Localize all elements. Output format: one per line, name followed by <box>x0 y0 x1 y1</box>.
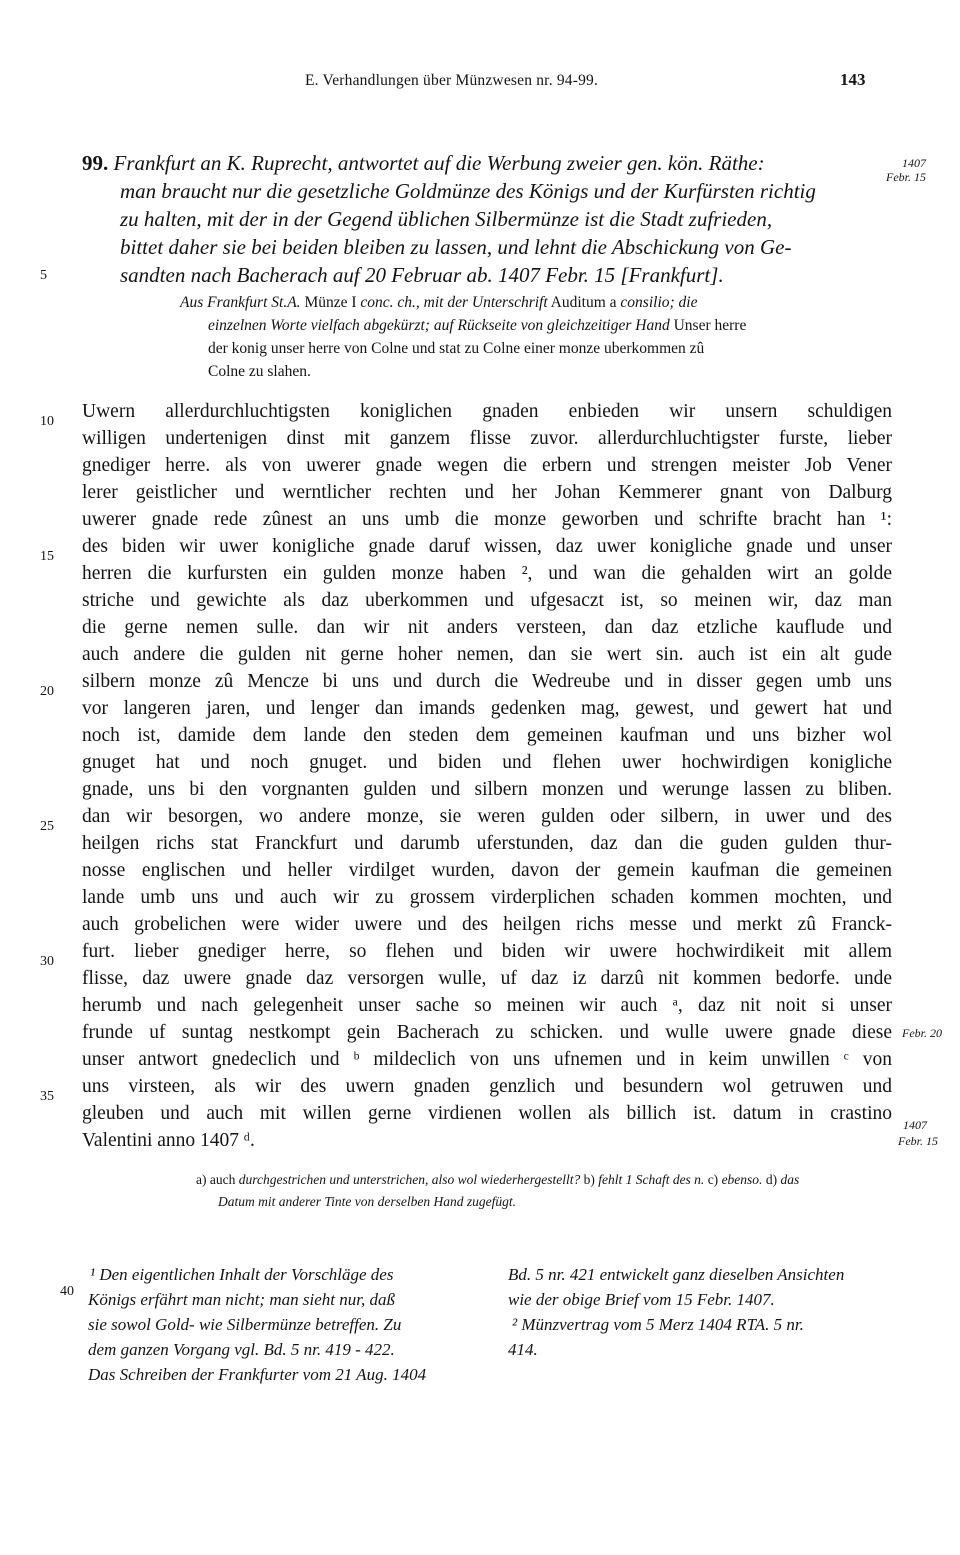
text-line: auch andere die gulden nit gerne hoher nemen, dan sie wert sin. auch ist ein alt gude <box>82 644 892 665</box>
line-number: 20 <box>40 684 54 699</box>
apparatus-label: d) <box>762 1172 778 1187</box>
text-line: uwerer gnade rede zûnest an uns umb die monze geworben und schrifte bracht han ¹: <box>82 509 892 530</box>
line-number: 40 <box>60 1284 74 1299</box>
apparatus-text: durchgestrichen und unterstrichen, also wol wiederhergestellt? <box>238 1172 581 1187</box>
source-line <box>208 315 746 337</box>
source-text: consilio; die <box>620 294 698 311</box>
text-line: vor langeren jaren, und lenger dan imands gedenken mag, gewest, und gewert hat und <box>82 698 892 719</box>
footnote-line: 414. <box>508 1340 538 1359</box>
margin-date: Febr. 15 <box>898 1134 938 1148</box>
summary-line: man braucht nur die gesetzliche Goldmünze des Königs und der Kurfürsten richtig <box>120 179 816 203</box>
text-line: des biden wir uwer konigliche gnade daruf wissen, daz uwer konigliche gnade und unser <box>82 536 892 557</box>
text-line: Uwern allerdurchluchtigsten koniglichen gnaden enbieden wir unsern schuldigen <box>82 401 892 422</box>
line-number: 25 <box>40 819 54 834</box>
text-line: willigen undertenigen dinst mit ganzem flisse zuvor. allerdurchluchtigster furste, lieber <box>82 428 892 449</box>
source-text: conc. ch., mit der Unterschrift <box>360 294 548 311</box>
footnote-line: sie sowol Gold- wie Silbermünze betreffen. Zu <box>88 1315 402 1334</box>
source-text: Unser herre <box>669 317 747 334</box>
footnote-line: Bd. 5 nr. 421 entwickelt ganz dieselben Ansichten <box>508 1265 845 1284</box>
footnote-line: Königs erfährt man nicht; man sieht nur, daß <box>88 1290 395 1309</box>
text-line: furt. lieber gnediger herre, so flehen und biden wir uwere hochwirdikeit mit allem <box>82 941 892 962</box>
source-archive: Aus Frankfurt St.A. <box>180 294 301 311</box>
footnote-column-right <box>508 1262 844 1362</box>
summary-text: Frankfurt an K. Ruprecht, antwortet auf die Werbung zweier gen. kön. Räthe: <box>113 151 765 175</box>
source-text: Auditum a <box>547 294 621 311</box>
apparatus-text: fehlt 1 Schaft des n. <box>598 1172 705 1187</box>
text-line: herumb und nach gelegenheit unser sache so meinen wir auch ᵃ, daz nit noit si unser <box>82 995 892 1016</box>
source-text: Münze I <box>300 294 361 311</box>
text-line: gnediger herre. als von uwerer gnade wegen die erbern und strengen meister Job Vener <box>82 455 892 476</box>
text-line: gnade, uns bi den vorgnanten gulden und silbern monzen und werunge lassen zu bliben. <box>82 779 892 800</box>
page-number: 143 <box>840 70 866 89</box>
source-line: Colne zu slahen. <box>208 363 311 380</box>
margin-date: Febr. 20 <box>902 1026 942 1040</box>
text-line: lande umb uns und auch wir zu grossem virderplichen schaden kommen mochten, und <box>82 887 892 908</box>
line-number: 35 <box>40 1089 54 1104</box>
footnote-line: dem ganzen Vorgang vgl. Bd. 5 nr. 419 - 422. <box>88 1340 395 1359</box>
text-line: unser antwort gnedeclich und ᵇ mildeclich von uns ufnemen und in keim unwillen ᶜ von <box>82 1049 892 1070</box>
line-number: 10 <box>40 414 54 429</box>
text-line: noch ist, damide dem lande den steden dem gemeinen kaufman und uns bizher wol <box>82 725 892 746</box>
summary-line <box>82 150 765 176</box>
apparatus-line <box>196 1170 799 1190</box>
running-header <box>0 72 960 96</box>
line-number: 30 <box>40 954 54 969</box>
text-line: dan wir besorgen, wo andere monze, sie weren gulden oder silbern, in uwer und des <box>82 806 892 827</box>
text-line: lerer geistlicher und werntlicher rechten und her Johan Kemmerer gnant von Dalburg <box>82 482 892 503</box>
text-line: Valentini anno 1407 ᵈ. <box>82 1130 255 1151</box>
entry-number: 99. <box>82 151 109 175</box>
text-line: silbern monze zû Mencze bi uns und durch die Wedreube und in disser gegen umb uns <box>82 671 892 692</box>
text-line: gnuget hat und noch gnuget. und biden und flehen uwer hochwirdigen konigliche <box>82 752 892 773</box>
footnote-line: ² Münzvertrag vom 5 Merz 1404 RTA. 5 nr. <box>512 1315 804 1334</box>
footnote-line: ¹ Den eigentlichen Inhalt der Vorschläge des <box>90 1265 394 1284</box>
summary-line: zu halten, mit der in der Gegend üblichen Silbermünze ist die Stadt zufrieden, <box>120 207 773 231</box>
apparatus-label: b) <box>580 1172 595 1187</box>
summary-line: sandten nach Bacherach auf 20 Februar ab. 1407 Febr. 15 [Frankfurt]. <box>120 263 724 287</box>
summary-line: bittet daher sie bei beiden bleiben zu lassen, und lehnt die Abschickung von Ge- <box>120 235 792 259</box>
text-line: die gerne nemen sulle. dan wir nit anders versteen, dan daz etzliche kauflude und <box>82 617 892 638</box>
text-line: flisse, daz uwere gnade daz versorgen wulle, uf daz iz darzû nit kommen bedorfe. unde <box>82 968 892 989</box>
source-line: der konig unser herre von Colne und stat zu Colne einer monze uberkommen zû <box>208 340 705 357</box>
footnote-column-left <box>88 1262 426 1387</box>
text-line: nosse englischen und heller virdilget wurden, davon der gemein kaufman die gemeinen <box>82 860 892 881</box>
apparatus-text: das <box>780 1172 800 1187</box>
margin-date: Febr. 15 <box>886 170 926 184</box>
line-number: 5 <box>40 268 47 283</box>
text-line: frunde uf suntag nestkompt gein Bacherach zu schicken. und wulle uwere gnade diese <box>82 1022 892 1043</box>
footnote-line: Das Schreiben der Frankfurter vom 21 Aug. 1404 <box>88 1365 427 1384</box>
apparatus-label: a) auch <box>196 1172 236 1187</box>
text-line: uns virsteen, als wir des uwern gnaden genzlich und besundern wol getruwen und <box>82 1076 892 1097</box>
text-line: striche und gewichte als daz uberkommen und ufgesaczt ist, so meinen wir, daz man <box>82 590 892 611</box>
apparatus-text: ebenso. <box>721 1172 763 1187</box>
margin-date: 1407 <box>903 1118 927 1132</box>
running-title: E. Verhandlungen über Münzwesen nr. 94-99. <box>305 72 599 89</box>
apparatus-line <box>218 1192 516 1212</box>
text-line: gleuben und auch mit willen gerne virdienen wollen als billich ist. datum in crastino <box>82 1103 892 1124</box>
footnote-line: wie der obige Brief vom 15 Febr. 1407. <box>508 1290 775 1309</box>
apparatus-text: Datum mit anderer Tinte von derselben Hand zugefügt. <box>218 1194 516 1209</box>
line-number: 15 <box>40 549 54 564</box>
text-line: heilgen richs stat Franckfurt und darumb uferstunden, daz dan die guden gulden thur- <box>82 833 892 854</box>
text-line: auch grobelichen were wider uwere und des heilgen richs messe und merkt zû Franck- <box>82 914 892 935</box>
source-line <box>180 292 697 314</box>
text-line: herren die kurfursten ein gulden monze haben ², und wan die gehalden wirt an golde <box>82 563 892 584</box>
source-text: einzelnen Worte vielfach abgekürzt; auf Rückseite von gleichzeitiger Hand <box>208 317 670 334</box>
apparatus-label: c) <box>704 1172 719 1187</box>
margin-date: 1407 <box>902 156 926 170</box>
